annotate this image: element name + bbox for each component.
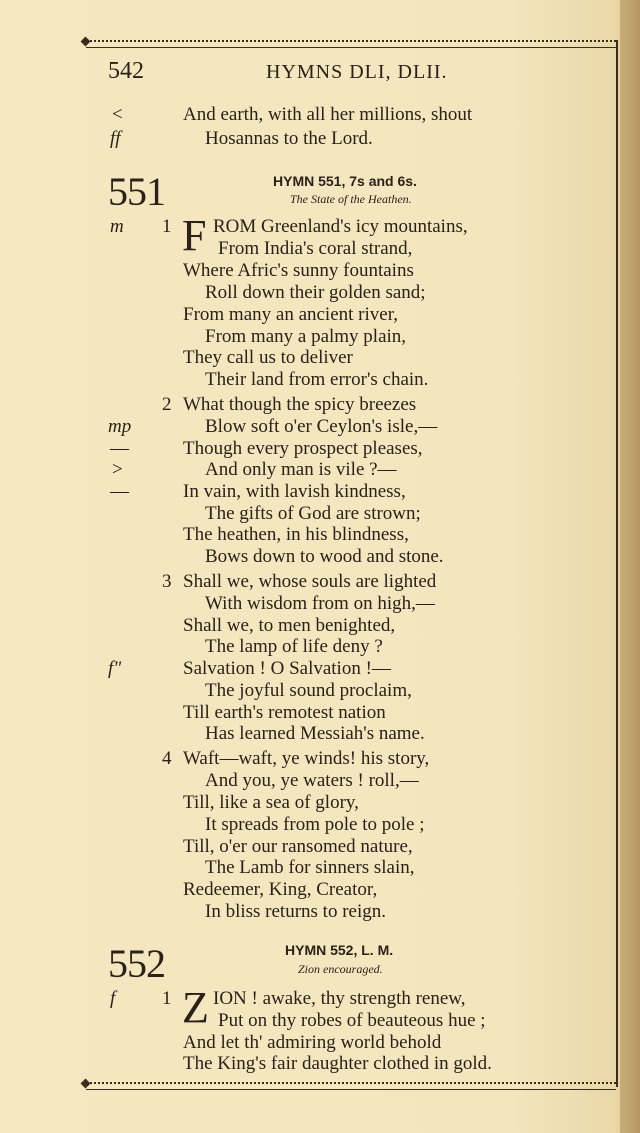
verse-line: In vain, with lavish kindness, bbox=[183, 481, 406, 502]
verse-line: The gifts of God are strown; bbox=[205, 503, 421, 524]
verse-line: The joyful sound proclaim, bbox=[205, 680, 412, 701]
verse-line: They call us to deliver bbox=[183, 347, 353, 368]
verse-number: 3 bbox=[162, 571, 172, 592]
verse-number: 2 bbox=[162, 394, 172, 415]
mark-dash: — bbox=[110, 481, 129, 502]
verse-line: Where Afric's sunny fountains bbox=[183, 260, 414, 281]
verse-line: The Lamb for sinners slain, bbox=[205, 857, 415, 878]
verse-line: Shall we, whose souls are lighted bbox=[183, 571, 437, 592]
mark-m: m bbox=[110, 216, 124, 237]
top-rule bbox=[86, 40, 616, 48]
verse-line: And you, ye waters ! roll,— bbox=[205, 770, 419, 791]
verse-line: Has learned Messiah's name. bbox=[205, 723, 425, 744]
mark-f-double: f" bbox=[108, 658, 122, 679]
hymn-subtitle: Zion encouraged. bbox=[298, 962, 383, 976]
mark-f: f bbox=[110, 988, 116, 1009]
verse-line: Roll down their golden sand; bbox=[205, 282, 426, 303]
verse-line: It spreads from pole to pole ; bbox=[205, 814, 425, 835]
verse-line: Put on thy robes of beauteous hue ; bbox=[218, 1010, 486, 1031]
verse-number: 1 bbox=[162, 216, 172, 237]
verse-line: Though every prospect pleases, bbox=[183, 438, 423, 459]
verse-line: And let th' admiring world behold bbox=[183, 1032, 442, 1053]
verse-line: Their land from error's chain. bbox=[205, 369, 429, 390]
verse-line: And only man is vile ?— bbox=[205, 459, 397, 480]
verse-line: Redeemer, King, Creator, bbox=[183, 879, 378, 900]
hymn-subtitle: The State of the Heathen. bbox=[290, 192, 412, 206]
mark-ff: ff bbox=[110, 128, 121, 149]
page-number: 542 bbox=[108, 58, 144, 84]
hymn-number-551: 551 bbox=[108, 169, 165, 214]
mark-mp: mp bbox=[108, 416, 132, 437]
running-title: HYMNS DLI, DLII. bbox=[266, 61, 448, 83]
right-border-line bbox=[616, 40, 618, 1087]
verse-number: 4 bbox=[162, 748, 172, 769]
verse-line: Till, o'er our ransomed nature, bbox=[183, 836, 413, 857]
verse-line: ROM Greenland's icy mountains, bbox=[213, 216, 468, 237]
hymn-title: HYMN 551, 7s and 6s. bbox=[273, 173, 417, 189]
verse-line: Till earth's remotest nation bbox=[183, 702, 386, 723]
hymn-number-552: 552 bbox=[108, 941, 165, 986]
verse-line: Salvation ! O Salvation !— bbox=[183, 658, 391, 679]
verse-line: Blow soft o'er Ceylon's isle,— bbox=[205, 416, 438, 437]
verse-line: Bows down to wood and stone. bbox=[205, 546, 444, 567]
mark-dash: — bbox=[110, 438, 129, 459]
verse-line: The King's fair daughter clothed in gold. bbox=[183, 1053, 492, 1074]
verse-line: From many a palmy plain, bbox=[205, 326, 407, 347]
verse-line: With wisdom from on high,— bbox=[205, 593, 435, 614]
verse-line: ION ! awake, thy strength renew, bbox=[213, 988, 466, 1009]
verse-line: The heathen, in his blindness, bbox=[183, 524, 409, 545]
verse-line: In bliss returns to reign. bbox=[205, 901, 387, 922]
hymn-title: HYMN 552, L. M. bbox=[285, 942, 394, 958]
page-header bbox=[108, 58, 608, 88]
mark-decrescendo: < bbox=[112, 104, 123, 125]
carryover-line: Hosannas to the Lord. bbox=[205, 128, 373, 149]
verse-line: The lamp of life deny ? bbox=[205, 636, 383, 657]
drop-cap: F bbox=[182, 211, 207, 260]
verse-line: Till, like a sea of glory, bbox=[183, 792, 359, 813]
verse-line: From many an ancient river, bbox=[183, 304, 399, 325]
verse-number: 1 bbox=[162, 988, 172, 1009]
drop-cap: Z bbox=[182, 983, 209, 1032]
verse-line: What though the spicy breezes bbox=[183, 394, 417, 415]
bottom-rule bbox=[86, 1082, 616, 1090]
page-edge-shadow bbox=[620, 0, 640, 1133]
verse-line: Shall we, to men benighted, bbox=[183, 615, 396, 636]
mark-accent: > bbox=[112, 459, 123, 480]
verse-line: Waft—waft, ye winds! his story, bbox=[183, 748, 430, 769]
carryover-line: And earth, with all her millions, shout bbox=[183, 104, 473, 125]
verse-line: From India's coral strand, bbox=[218, 238, 413, 259]
